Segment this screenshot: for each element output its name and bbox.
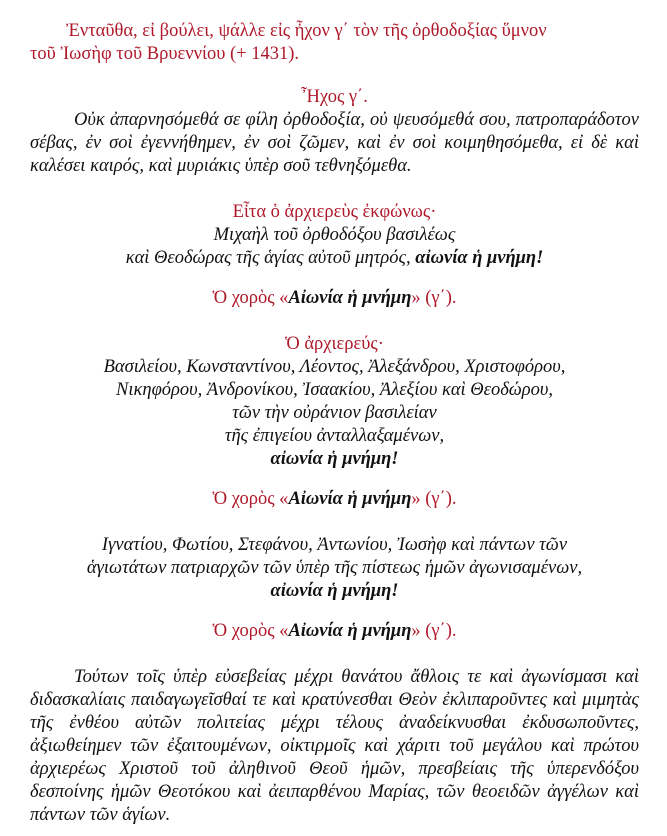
intro-line-2: τοῦ Ἰωσὴφ τοῦ Βρυεννίου (+ 1431).	[30, 44, 300, 64]
choir-1-suffix: » (γ΄).	[411, 288, 457, 308]
acclamation-3-memory: αἰωνία ἡ μνήμη!	[270, 581, 399, 601]
choir-1	[30, 287, 639, 310]
choir-1-prefix: Ὁ χορὸς «	[212, 288, 289, 308]
hymn-heading: Ἦχος γ΄.	[301, 87, 368, 107]
acclamation-1	[30, 201, 639, 270]
intro-line-1: Ἐνταῦθα, εἰ βούλει, ψάλλε εἰς ἦχον γ΄ τὸν τῆς ὀρθοδοξίας ὕμνον	[66, 21, 547, 41]
hymn-text: Οὐκ ἀπαρνησόμεθά σε φίλη ὀρθοδοξία, οὐ ψευσόμεθά σου, πατροπαράδοτον σέβας, ἐν σοὶ ἐγεννήθημεν, ἐν σοὶ ζῶμεν, καὶ ἐν σοὶ κοιμηθησόμεθα, εἰ δὲ καὶ καλέσει καιρός, καὶ μυριάκις ὑπὲρ σοῦ τεθνηξόμεθα.	[30, 110, 639, 176]
acclamation-3-line: ἁγιωτάτων πατριαρχῶν τῶν ὑπὲρ τῆς πίστεως ἡμῶν ἀγωνισαμένων,	[86, 558, 583, 578]
acclamation-1-heading: Εἶτα ὁ ἀρχιερεὺς ἐκφώνως·	[232, 202, 437, 222]
choir-2-line	[30, 488, 639, 511]
hymn-section	[30, 86, 639, 178]
acclamation-3	[30, 534, 639, 603]
choir-3	[30, 620, 639, 643]
choir-1-text: Αἰωνία ἡ μνήμη	[288, 288, 412, 308]
acclamation-1-line-1: Μιχαὴλ τοῦ ὀρθοδόξου βασιλέως	[213, 225, 456, 245]
choir-3-text: Αἰωνία ἡ μνήμη	[288, 621, 412, 641]
acclamation-2-memory: αἰωνία ἡ μνήμη!	[270, 449, 399, 469]
acclamation-2-line: τῆς ἐπιγείου ἀνταλλαξαμένων,	[224, 426, 445, 446]
choir-3-prefix: Ὁ χορὸς «	[212, 621, 289, 641]
choir-2	[30, 488, 639, 511]
acclamation-1-memory: αἰωνία ἡ μνήμη!	[415, 248, 544, 268]
acclamation-2-line: τῶν τὴν οὐράνιον βασιλείαν	[232, 403, 437, 423]
closing-text: Τούτων τοῖς ὑπὲρ εὐσεβείας μέχρι θανάτου ἄθλοις τε καὶ ἀγωνίσμασι καὶ διδασκαλίαις παιδαγωγεῖσθαί τε καὶ κρατύνεσθαι Θεὸν ἐκλιπαροῦντες καὶ μιμητὰς τῆς ἐνθέου αὐτῶν πολιτείας μέχρι τέλους ἀναδείκνυσθαι ἐκδυσωποῦντες, ἀξιωθείημεν τῶν ἐξαιτουμένων, οἰκτιρμοῖς καὶ χάριτι τοῦ μεγάλου καὶ πρώτου ἀρχιερέως Χριστοῦ τοῦ ἀληθινοῦ Θεοῦ ἡμῶν, πρεσβείαις τῆς ὑπερενδόξου δεσποίνης ἡμῶν Θεοτόκου καὶ ἀειπαρθένου Μαρίας, τῶν θεοειδῶν ἀγγέλων καὶ πάντων τῶν ἁγίων.	[30, 667, 639, 825]
choir-2-prefix: Ὁ χορὸς «	[212, 489, 289, 509]
choir-1-line	[30, 287, 639, 310]
choir-3-suffix: » (γ΄).	[411, 621, 457, 641]
acclamation-1-line-2-text: καὶ Θεοδώρας τῆς ἁγίας αὐτοῦ μητρός,	[125, 248, 411, 268]
choir-2-text: Αἰωνία ἡ μνήμη	[288, 489, 412, 509]
intro-rubric	[30, 20, 639, 66]
closing-prayer	[30, 666, 639, 827]
acclamation-2-line: Βασιλείου, Κωνσταντίνου, Λέοντος, Ἀλεξάνδρου, Χριστοφόρου,	[103, 357, 566, 377]
choir-2-suffix: » (γ΄).	[411, 489, 457, 509]
acclamation-2-line: Νικηφόρου, Ἀνδρονίκου, Ἰσαακίου, Ἀλεξίου καὶ Θεοδώρου,	[116, 380, 553, 400]
choir-3-line	[30, 620, 639, 643]
acclamation-2-heading: Ὁ ἀρχιερεύς·	[285, 334, 384, 354]
acclamation-2	[30, 333, 639, 471]
acclamation-1-line-2	[30, 247, 639, 270]
acclamation-3-line: Ιγνατίου, Φωτίου, Στεφάνου, Ἀντωνίου, Ἰωσὴφ καὶ πάντων τῶν	[101, 535, 568, 555]
